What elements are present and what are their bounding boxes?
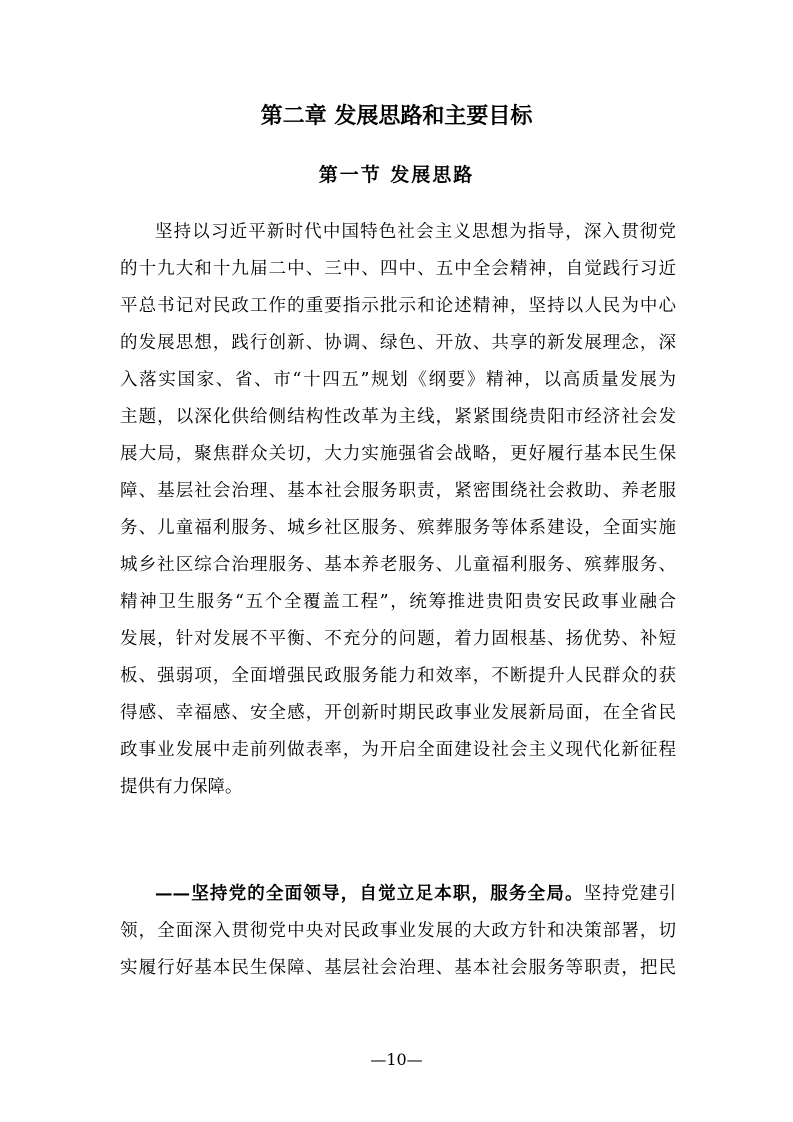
paragraph-line: 板、强弱项，全面增强民政服务能力和效率，不断提升人民群众的获 (120, 666, 676, 686)
paragraph-line: 的十九大和十九届二中、三中、四中、五中全会精神，自觉践行习近 (120, 259, 676, 279)
paragraph-line: 实履行好基本民生保障、基层社会治理、基本社会服务等职责，把民 (120, 958, 676, 978)
paragraph-line: 障、基层社会治理、基本社会服务职责，紧密围绕社会救助、养老服 (120, 481, 676, 501)
paragraph-line: 提供有力保障。 (120, 777, 243, 797)
principle-heading: ——坚持党的全面领导，自觉立足本职，服务全局。 (155, 884, 584, 904)
paragraph-line: 精神卫生服务“五个全覆盖工程”，统筹推进贵阳贵安民政事业融合 (120, 592, 676, 612)
paragraph-line: 得感、幸福感、安全感，开创新时期民政事业发展新局面，在全省民 (120, 703, 676, 723)
paragraph-line: 政事业发展中走前列做表率，为开启全面建设社会主义现代化新征程 (120, 740, 676, 760)
paragraph-line: 主题，以深化供给侧结构性改革为主线，紧紧围绕贵阳市经济社会发 (120, 407, 676, 427)
paragraph-line: 务、儿童福利服务、城乡社区服务、殡葬服务等体系建设，全面实施 (120, 518, 676, 538)
principle-text: 坚持党建引 (583, 884, 677, 904)
paragraph-line (120, 876, 676, 913)
paragraph-line: 领，全面深入贯彻党中央对民政事业发展的大政方针和决策部署，切 (120, 921, 676, 941)
paragraph-line: 入落实国家、省、市“十四五”规划《纲要》精神，以高质量发展为 (120, 370, 676, 390)
paragraph-line: 的发展思想，践行创新、协调、绿色、开放、共享的新发展理念，深 (120, 333, 676, 353)
paragraph-line: 发展，针对发展不平衡、不充分的问题，着力固根基、扬优势、补短 (120, 629, 676, 649)
paragraph-line: 坚持以习近平新时代中国特色社会主义思想为指导，深入贯彻党 (155, 222, 676, 242)
paragraph-line: 展大局，聚焦群众关切，大力实施强省会战略，更好履行基本民生保 (120, 444, 676, 464)
paragraph-guiding-thought (120, 214, 676, 806)
page-number: —10— (370, 1050, 423, 1069)
paragraph-party-leadership (120, 876, 676, 987)
paragraph-line: 城乡社区综合治理服务、基本养老服务、儿童福利服务、殡葬服务、 (120, 555, 676, 575)
paragraph-line: 平总书记对民政工作的重要指示批示和论述精神，坚持以人民为中心 (120, 296, 676, 316)
chapter-title: 第二章 发展思路和主要目标 (260, 104, 533, 129)
section-title: 第一节 发展思路 (318, 164, 475, 186)
